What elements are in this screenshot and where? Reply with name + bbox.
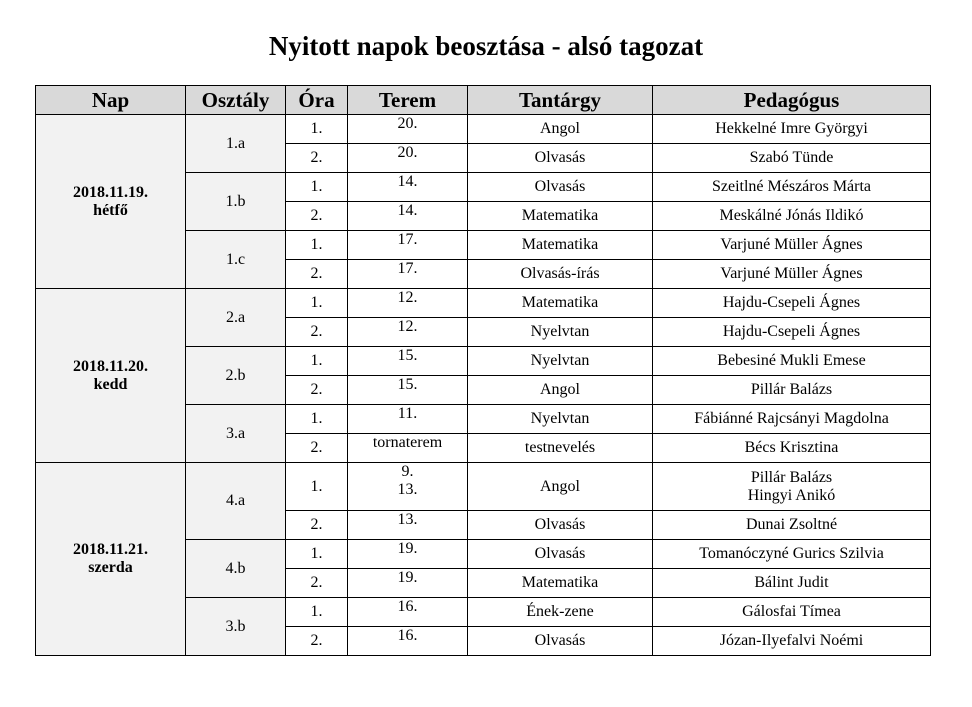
lesson-number: 2. — [286, 318, 348, 347]
class-cell: 4.a — [186, 463, 286, 540]
lesson-number: 2. — [286, 569, 348, 598]
teacher-name: Hajdu-Csepeli Ágnes — [722, 323, 861, 340]
room-number: tornaterem — [372, 434, 443, 451]
col-header-tantargy: Tantárgy — [468, 86, 653, 115]
room-number: 19. — [397, 540, 418, 557]
lesson-number: 1. — [286, 598, 348, 627]
teacher-name: Hingyi Anikó — [747, 486, 836, 504]
teacher-cell — [653, 260, 931, 289]
day-weekday: szerda — [88, 559, 133, 576]
room-cell — [348, 376, 468, 405]
day-date: 2018.11.19. — [72, 183, 149, 201]
room-number: 17. — [397, 260, 418, 277]
table-row — [36, 289, 931, 318]
subject-cell: Angol — [468, 115, 653, 144]
room-cell — [348, 231, 468, 260]
room-cell — [348, 115, 468, 144]
subject-cell: Angol — [468, 376, 653, 405]
subject-cell: Olvasás — [468, 173, 653, 202]
col-header-terem: Terem — [348, 86, 468, 115]
room-cell — [348, 260, 468, 289]
class-cell: 1.a — [186, 115, 286, 173]
day-date: 2018.11.20. — [72, 357, 149, 375]
teacher-name: Tomanóczyné Gurics Szilvia — [699, 545, 884, 562]
teacher-name: Szeitlné Mészáros Márta — [711, 178, 872, 195]
lesson-number: 1. — [286, 231, 348, 260]
room-number: 15. — [397, 347, 418, 364]
room-cell — [348, 144, 468, 173]
room-cell — [348, 318, 468, 347]
table-row — [36, 115, 931, 144]
col-header-osztaly: Osztály — [186, 86, 286, 115]
room-cell — [348, 569, 468, 598]
teacher-name: Hajdu-Csepeli Ágnes — [722, 294, 861, 311]
room-number: 12. — [397, 289, 418, 306]
teacher-cell — [653, 434, 931, 463]
room-number: 16. — [397, 627, 418, 644]
teacher-cell — [653, 318, 931, 347]
subject-cell: Matematika — [468, 231, 653, 260]
room-number: 14. — [397, 173, 418, 190]
teacher-name: Hekkelné Imre Györgyi — [715, 120, 868, 137]
subject-cell: Olvasás-írás — [468, 260, 653, 289]
teacher-cell — [653, 598, 931, 627]
teacher-cell — [653, 540, 931, 569]
subject-cell: Olvasás — [468, 627, 653, 656]
class-cell: 3.b — [186, 598, 286, 656]
lesson-number: 2. — [286, 260, 348, 289]
class-cell: 1.c — [186, 231, 286, 289]
schedule-table — [35, 85, 931, 656]
teacher-name: Pillár Balázs — [750, 381, 833, 398]
room-cell — [348, 627, 468, 656]
teacher-cell — [653, 173, 931, 202]
class-cell: 2.a — [186, 289, 286, 347]
day-cell — [36, 463, 186, 656]
class-cell: 2.b — [186, 347, 286, 405]
lesson-number: 2. — [286, 202, 348, 231]
subject-cell: Olvasás — [468, 511, 653, 540]
class-cell: 1.b — [186, 173, 286, 231]
teacher-cell — [653, 231, 931, 260]
room-cell — [348, 511, 468, 540]
teacher-name: Varjuné Müller Ágnes — [720, 236, 863, 253]
teacher-name: Bálint Judit — [754, 574, 829, 591]
room-cell — [348, 405, 468, 434]
lesson-number: 1. — [286, 115, 348, 144]
teacher-cell — [653, 202, 931, 231]
subject-cell: Ének-zene — [468, 598, 653, 627]
lesson-number: 2. — [286, 434, 348, 463]
day-weekday: hétfő — [93, 201, 128, 219]
table-row — [36, 463, 931, 511]
room-number: 16. — [397, 598, 418, 615]
teacher-cell — [653, 376, 931, 405]
subject-cell: Matematika — [468, 289, 653, 318]
teacher-cell — [653, 569, 931, 598]
teacher-cell — [653, 405, 931, 434]
room-cell — [348, 347, 468, 376]
teacher-cell — [653, 115, 931, 144]
lesson-number: 2. — [286, 511, 348, 540]
room-cell — [348, 598, 468, 627]
day-weekday: kedd — [93, 375, 128, 393]
teacher-cell — [653, 289, 931, 318]
room-cell — [348, 434, 468, 463]
teacher-name: Fábiánné Rajcsányi Magdolna — [694, 410, 889, 427]
subject-cell: Nyelvtan — [468, 318, 653, 347]
subject-cell: Nyelvtan — [468, 347, 653, 376]
lesson-number: 2. — [286, 376, 348, 405]
col-header-ora: Óra — [286, 86, 348, 115]
room-number: 20. — [397, 115, 418, 132]
lesson-number: 1. — [286, 173, 348, 202]
subject-cell: Matematika — [468, 569, 653, 598]
room-number: 13. — [397, 481, 418, 498]
lesson-number: 2. — [286, 627, 348, 656]
subject-cell: Nyelvtan — [468, 405, 653, 434]
class-cell: 3.a — [186, 405, 286, 463]
teacher-cell — [653, 347, 931, 376]
teacher-name: Dunai Zsoltné — [745, 516, 838, 533]
room-number: 11. — [397, 405, 418, 422]
teacher-name: Bécs Krisztina — [744, 439, 839, 456]
subject-cell: Matematika — [468, 202, 653, 231]
room-number: 20. — [397, 144, 418, 161]
room-cell — [348, 173, 468, 202]
teacher-name: Meskálné Jónás Ildikó — [719, 207, 864, 224]
teacher-cell — [653, 627, 931, 656]
teacher-cell — [653, 463, 931, 511]
room-cell — [348, 540, 468, 569]
page-title: Nyitott napok beosztása - alsó tagozat — [268, 31, 704, 61]
teacher-name: Gálosfai Tímea — [742, 603, 841, 620]
col-header-nap: Nap — [36, 86, 186, 115]
teacher-cell — [653, 511, 931, 540]
teacher-name: Pillár Balázs — [750, 468, 833, 486]
subject-cell: Olvasás — [468, 144, 653, 173]
lesson-number: 2. — [286, 144, 348, 173]
room-number: 14. — [397, 202, 418, 219]
lesson-number: 1. — [286, 289, 348, 318]
class-cell: 4.b — [186, 540, 286, 598]
teacher-name: Szabó Tünde — [749, 149, 834, 166]
lesson-number: 1. — [286, 463, 348, 511]
room-number: 17. — [397, 231, 418, 248]
col-header-pedagogus: Pedagógus — [653, 86, 931, 115]
lesson-number: 1. — [286, 405, 348, 434]
room-number: 15. — [397, 376, 418, 393]
day-date: 2018.11.21. — [72, 541, 149, 558]
lesson-number: 1. — [286, 540, 348, 569]
subject-cell: Angol — [468, 463, 653, 511]
teacher-name: Józan-Ilyefalvi Noémi — [719, 632, 864, 649]
room-number: 13. — [397, 511, 418, 528]
header-row — [36, 86, 931, 115]
day-cell — [36, 115, 186, 289]
lesson-number: 1. — [286, 347, 348, 376]
teacher-name: Varjuné Müller Ágnes — [720, 265, 863, 282]
day-cell — [36, 289, 186, 463]
teacher-cell — [653, 144, 931, 173]
teacher-name: Bebesiné Mukli Emese — [717, 352, 866, 369]
room-number: 19. — [397, 569, 418, 586]
room-cell — [348, 202, 468, 231]
room-cell — [348, 289, 468, 318]
room-number: 9. — [401, 463, 414, 480]
room-cell — [348, 463, 468, 511]
subject-cell: testnevelés — [468, 434, 653, 463]
subject-cell: Olvasás — [468, 540, 653, 569]
room-number: 12. — [397, 318, 418, 335]
